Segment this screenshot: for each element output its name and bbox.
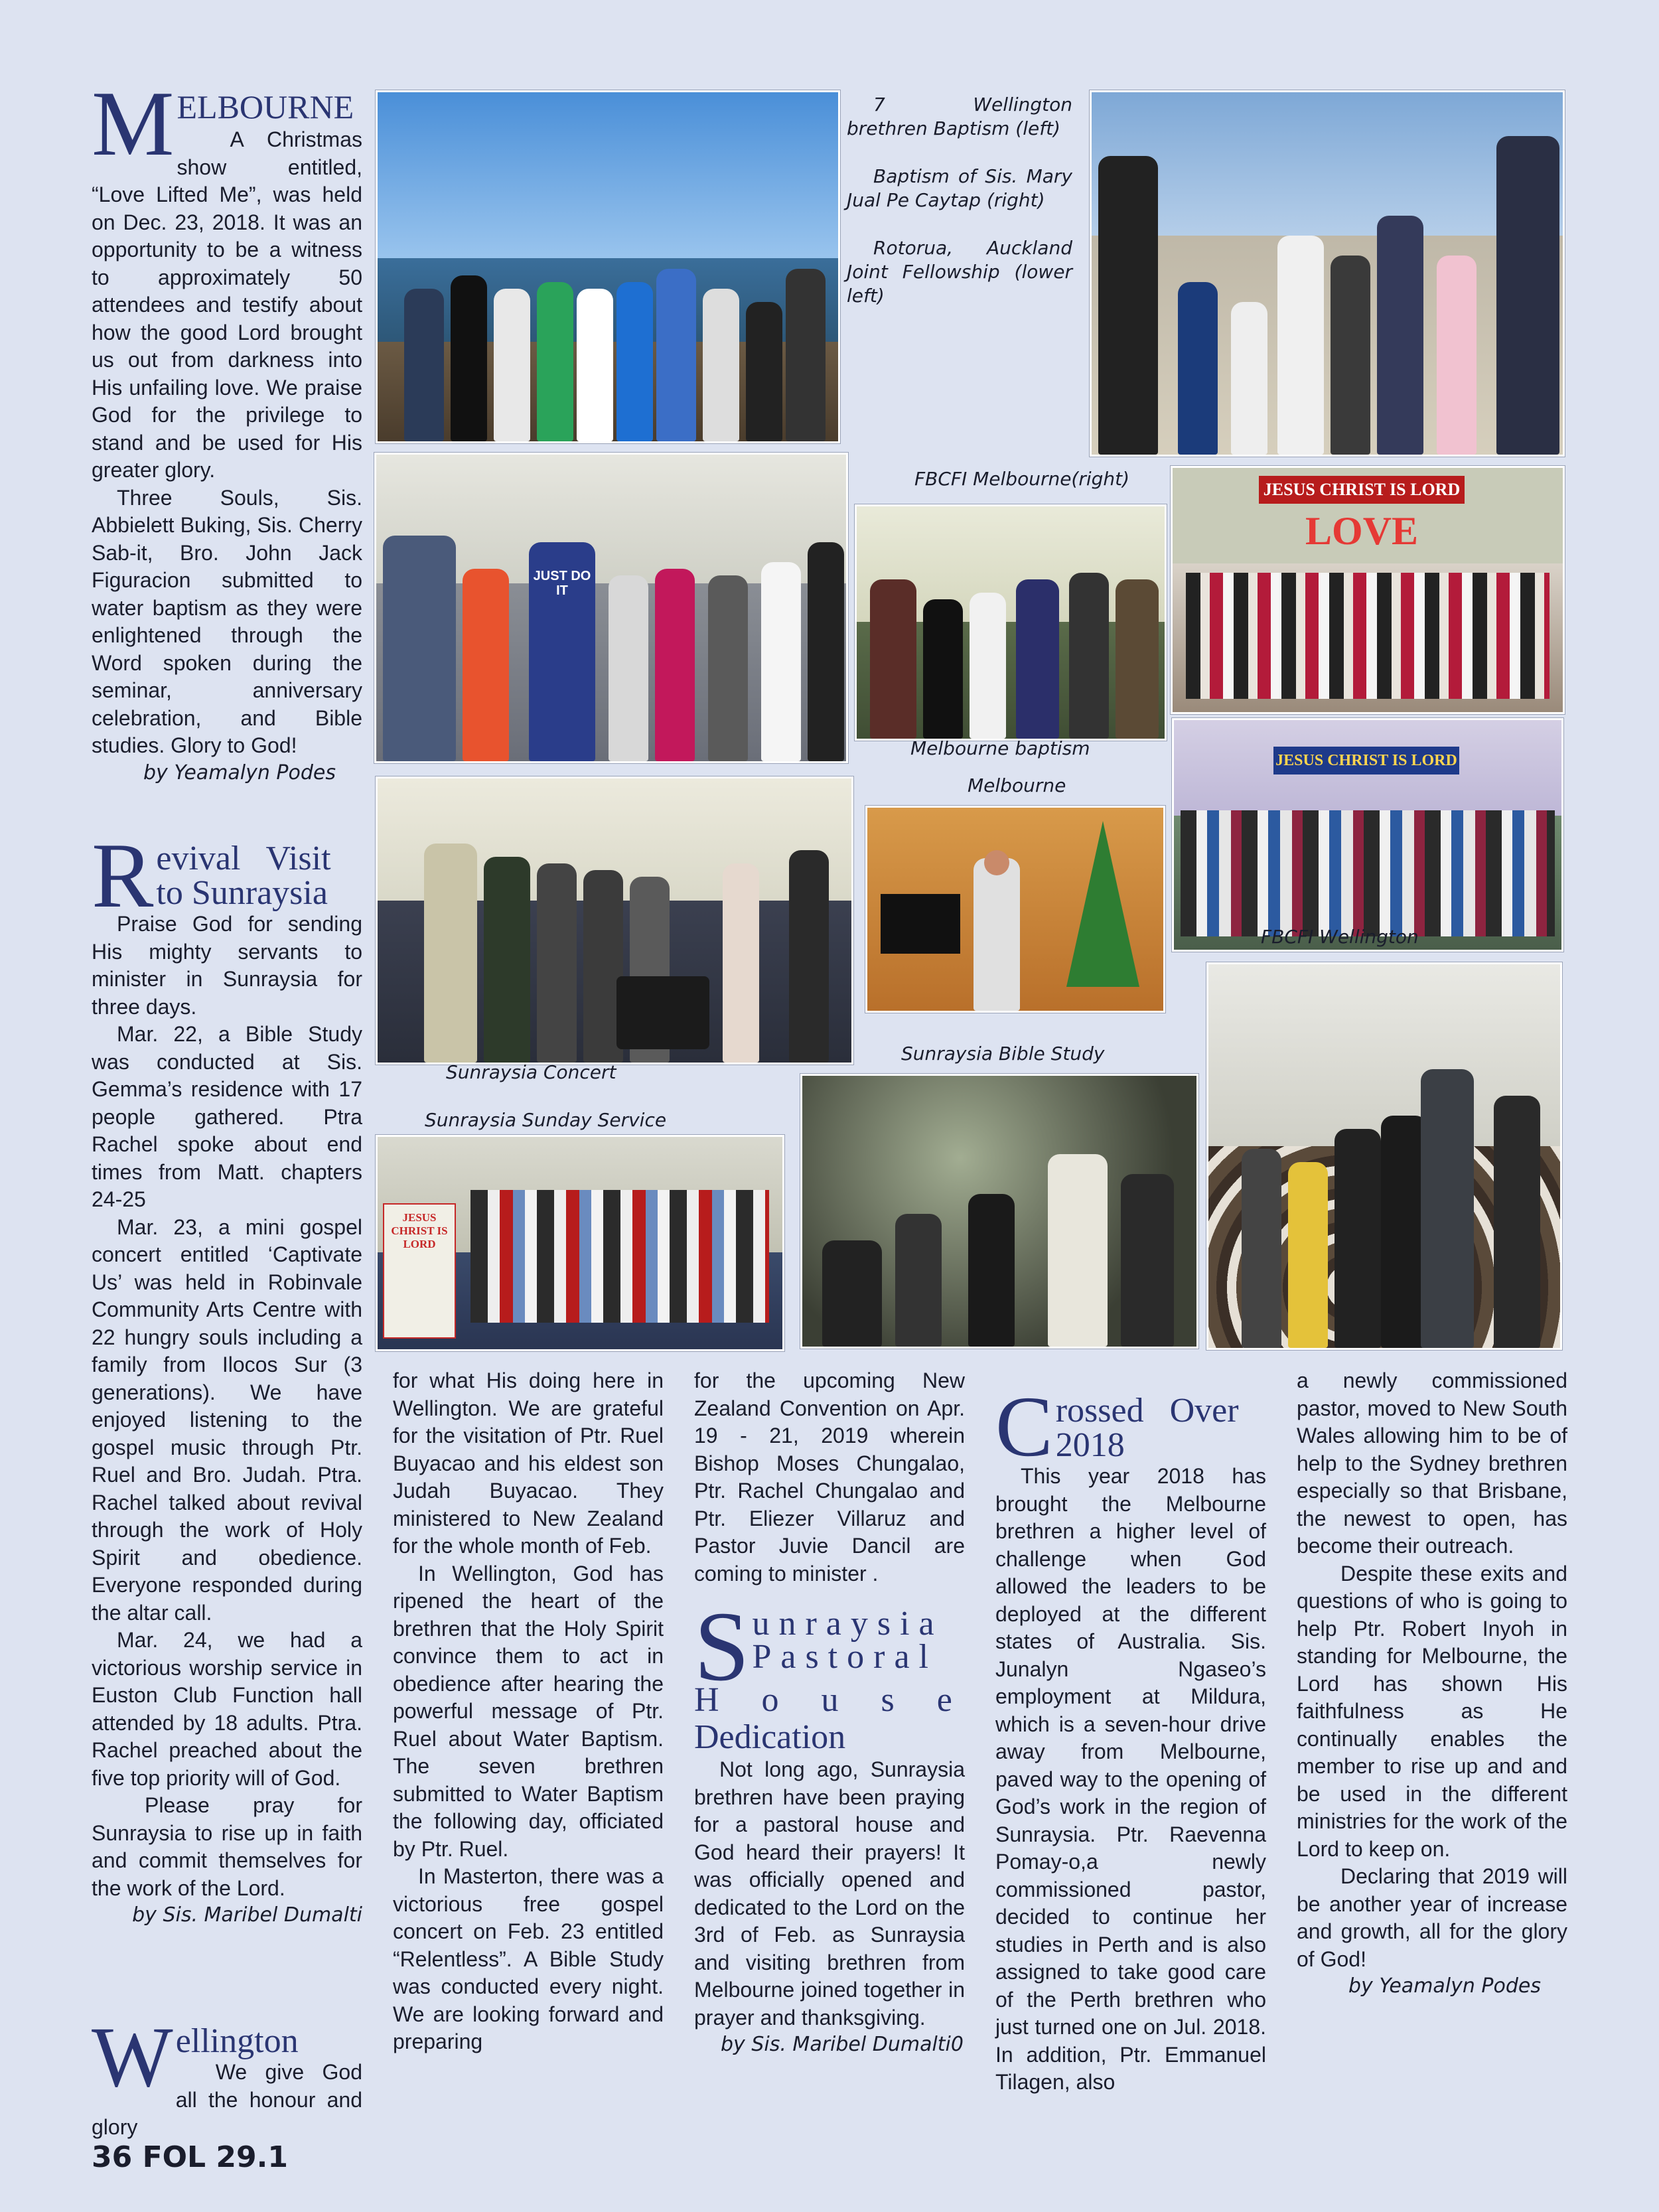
wellington-paragraph: for the upcoming New Zealand Convention on Apr. 19 - 21, 2019 wherein Bishop Moses Chungalao, Ptr. Rachel Chungalao and Ptr. Eliezer Villaruz and Pastor Juvie Dancil are coming to minister . (694, 1368, 965, 1585)
melbourne-dropcap: M (92, 72, 175, 175)
crossed-title-line1: rossed Over (1055, 1392, 1239, 1430)
caption-fbcfi-melbourne: FBCFI Melbourne(right) (914, 468, 1130, 490)
photo-melbourne-christmas (865, 806, 1165, 1013)
photo-mary-baptism (1090, 90, 1565, 457)
revival-paragraph: Mar. 24, we had a victorious worship service in Euston Club Function hall attended by 18 adults. Ptra. Rachel preached about the five top priority will of God. (92, 1628, 362, 1790)
banner-jesus-christ-is-lord: JESUS CHRIST IS LORD (391, 1211, 448, 1250)
sunraysia-house-title-line4: Dedication (694, 1718, 846, 1756)
photo-sunraysia-sunday-service (376, 1135, 784, 1351)
caption-melbourne: Melbourne (968, 774, 1066, 796)
photo-sunraysia-bible-study (800, 1074, 1198, 1349)
revival-paragraph: Mar. 22, a Bible Study was conducted at Sis. Gemma’s residence with 17 people gathered. Ptra Rachel spoke about end times from Matt. chapters 24-25 (92, 1022, 362, 1211)
revival-paragraph: Praise God for sending His mighty servants to minister in Sunraysia for three days. (92, 912, 362, 1019)
crossed-over-continued (1297, 1367, 1567, 2000)
wellington-continued (393, 1367, 664, 2056)
caption-fbcfi-wellington: FBCFI Wellington (1261, 926, 1419, 948)
crossed-title-line2: 2018 (1055, 1426, 1125, 1464)
revival-byline: by Sis. Maribel Dumalti (132, 1903, 362, 1927)
wellington-paragraph: In Wellington, God has ripened the heart of the brethren that the Holy Spirit convince them to act in obedience after hearing the powerful message of Ptr. Ruel about Water Baptism. The seven brethren submitted to Water Baptism the following day, officiated by Ptr. Ruel. (393, 1561, 664, 1861)
revival-paragraph: Please pray for Sunraysia to rise up in faith and commit themselves for the work of the Lord. (92, 1793, 362, 1900)
magazine-issue: FOL 29.1 (142, 2140, 288, 2174)
wellington-paragraph: We give God all the honour and glory (92, 2060, 362, 2139)
photo-wellington-worship (1206, 962, 1562, 1350)
sunraysia-house-dropcap: S (694, 1591, 750, 1702)
melbourne-article (92, 72, 362, 786)
photo-fbcfi-wellington (1172, 718, 1563, 952)
caption-sunraysia-bible-study: Sunraysia Bible Study (901, 1043, 1105, 1065)
crossed-over-article (995, 1379, 1266, 2097)
photo-melbourne-baptism (855, 504, 1167, 741)
sunraysia-house-title-line1: unraysia (752, 1605, 944, 1643)
banner-love: LOVE (1305, 509, 1419, 553)
revival-title-line1: evival Visit (156, 840, 331, 877)
photo-rotorua-fellowship (374, 453, 848, 763)
caption-rotorua-fellowship: Rotorua, Auckland Joint Fellowship (lower left) (847, 237, 1072, 307)
sunraysia-house-title-line3: House (694, 1681, 995, 1719)
melbourne-paragraph: Three Souls, Sis. Abbielett Buking, Sis. Cherry Sab-it, Bro. John Jack Figuracion submitted to water baptism as they were enlightened through the Word spoken during the seminar, anniversary celebration, and Bible studies. Glory to God! (92, 485, 362, 757)
photo-sunraysia-concert (376, 776, 853, 1065)
caption-mary-baptism: Baptism of Sis. Mary Jual Pe Caytap (right) (847, 165, 1072, 211)
photo-fbcfi-melbourne (1171, 466, 1565, 714)
revival-article (92, 824, 362, 1929)
crossed-dropcap: C (995, 1379, 1053, 1475)
revival-title-line2: to Sunraysia (156, 874, 328, 912)
sunraysia-house-paragraph: Not long ago, Sunraysia brethren have been praying for a pastoral house and God heard their prayers! It was officially opened and dedicated to the Lord on the 3rd of Feb. as Sunraysia and visiting brethren from Melbourne joined together in prayer and thanksgiving. (694, 1757, 965, 2029)
wellington-title: ellington (175, 2022, 299, 2060)
photo-wellington-baptism (376, 90, 840, 443)
page-footer (92, 2140, 288, 2174)
melbourne-paragraph: A Christmas show entitled, “Love Lifted Me”, was held on Dec. 23, 2018. It was an opportunity to be a witness to approximately 50 attendees and testify about how the good Lord brought us out from darkness into His unfailing love. We praise God for the privilege to stand and be used for His greater glory. (92, 127, 362, 482)
caption-sunraysia-concert: Sunraysia Concert (446, 1061, 616, 1083)
banner-jesus-christ-is-lord: JESUS CHRIST IS LORD (1259, 476, 1465, 504)
wellington-paragraph: In Masterton, there was a victorious free gospel concert on Feb. 23 entitled “Relentless”. A Bible Study was conducted every night. We are looking forward and preparing (393, 1864, 664, 2053)
crossed-paragraph: Declaring that 2019 will be another year of increase and growth, all for the glory of God! (1297, 1864, 1567, 1971)
sunraysia-house-column (694, 1367, 995, 2058)
page-number: 36 (92, 2140, 133, 2174)
sunraysia-house-title-line2: Pastoral (752, 1638, 938, 1676)
wellington-dropcap: W (92, 2010, 173, 2105)
caption-melbourne-baptism: Melbourne baptism (910, 737, 1090, 759)
revival-paragraph: Mar. 23, a mini gospel concert entitled ‘Captivate Us’ was held in Robinvale Community Arts Centre with 22 hungry souls including a family from Ilocos Sur (3 generations). We have enjoyed listening to the gospel music through Ptr. Ruel and Bro. Judah. Ptra. Rachel talked about revival through the work of Holy Spirit and obedience. Everyone responded during the altar call. (92, 1215, 362, 1625)
photo-shirt-text: JUST DO IT (533, 569, 591, 598)
melbourne-byline: by Yeamalyn Podes (143, 761, 336, 784)
banner-jesus-christ-is-lord: JESUS CHRIST IS LORD (1273, 747, 1459, 774)
crossed-paragraph: This year 2018 has brought the Melbourne brethren a higher level of challenge when God allowed the leaders to be deployed at the different states of Australia. Sis. Junalyn Ngaseo’s employment at Mildura, which is a seven-hour drive away from Melbourne, paved way to the opening of God’s work in the region of Sunraysia. Ptr. Raevenna Pomay-o,a newly commissioned pastor, decided to continue her studies in Perth and is also assigned to take good care of the Perth brethren who just turned one on Jul. 2018. In addition, Ptr. Emmanuel Tilagen, also (995, 1464, 1266, 2094)
sunraysia-house-byline: by Sis. Maribel Dumalti0 (721, 2033, 964, 2056)
crossed-paragraph: Despite these exits and questions of who is going to help Ptr. Robert Inyoh in standing for Melbourne, the Lord has shown His faithfulness as He continually enables the member to rise up and and be used in the different ministries for the work of the Lord to keep on. (1297, 1561, 1567, 1861)
caption-sunraysia-sunday-service: Sunraysia Sunday Service (425, 1109, 667, 1131)
caption-nz-block (847, 93, 1072, 308)
crossed-byline: by Yeamalyn Podes (1348, 1974, 1542, 1998)
melbourne-title: ELBOURNE (177, 88, 354, 125)
wellington-article (92, 2010, 362, 2142)
crossed-paragraph: a newly commissioned pastor, moved to New South Wales allowing him to be of help to the Sydney brethren especially so that Brisbane, the newest to open, has become their outreach. (1297, 1368, 1567, 1558)
wellington-paragraph: for what His doing here in Wellington. We are grateful for the visitation of Ptr. Ruel Buyacao and his eldest son Judah Buyacao. They ministered to New Zealand for the whole month of Feb. (393, 1368, 664, 1558)
revival-dropcap: R (92, 824, 154, 927)
caption-wellington-baptism: 7 Wellington brethren Baptism (left) (847, 94, 1072, 139)
